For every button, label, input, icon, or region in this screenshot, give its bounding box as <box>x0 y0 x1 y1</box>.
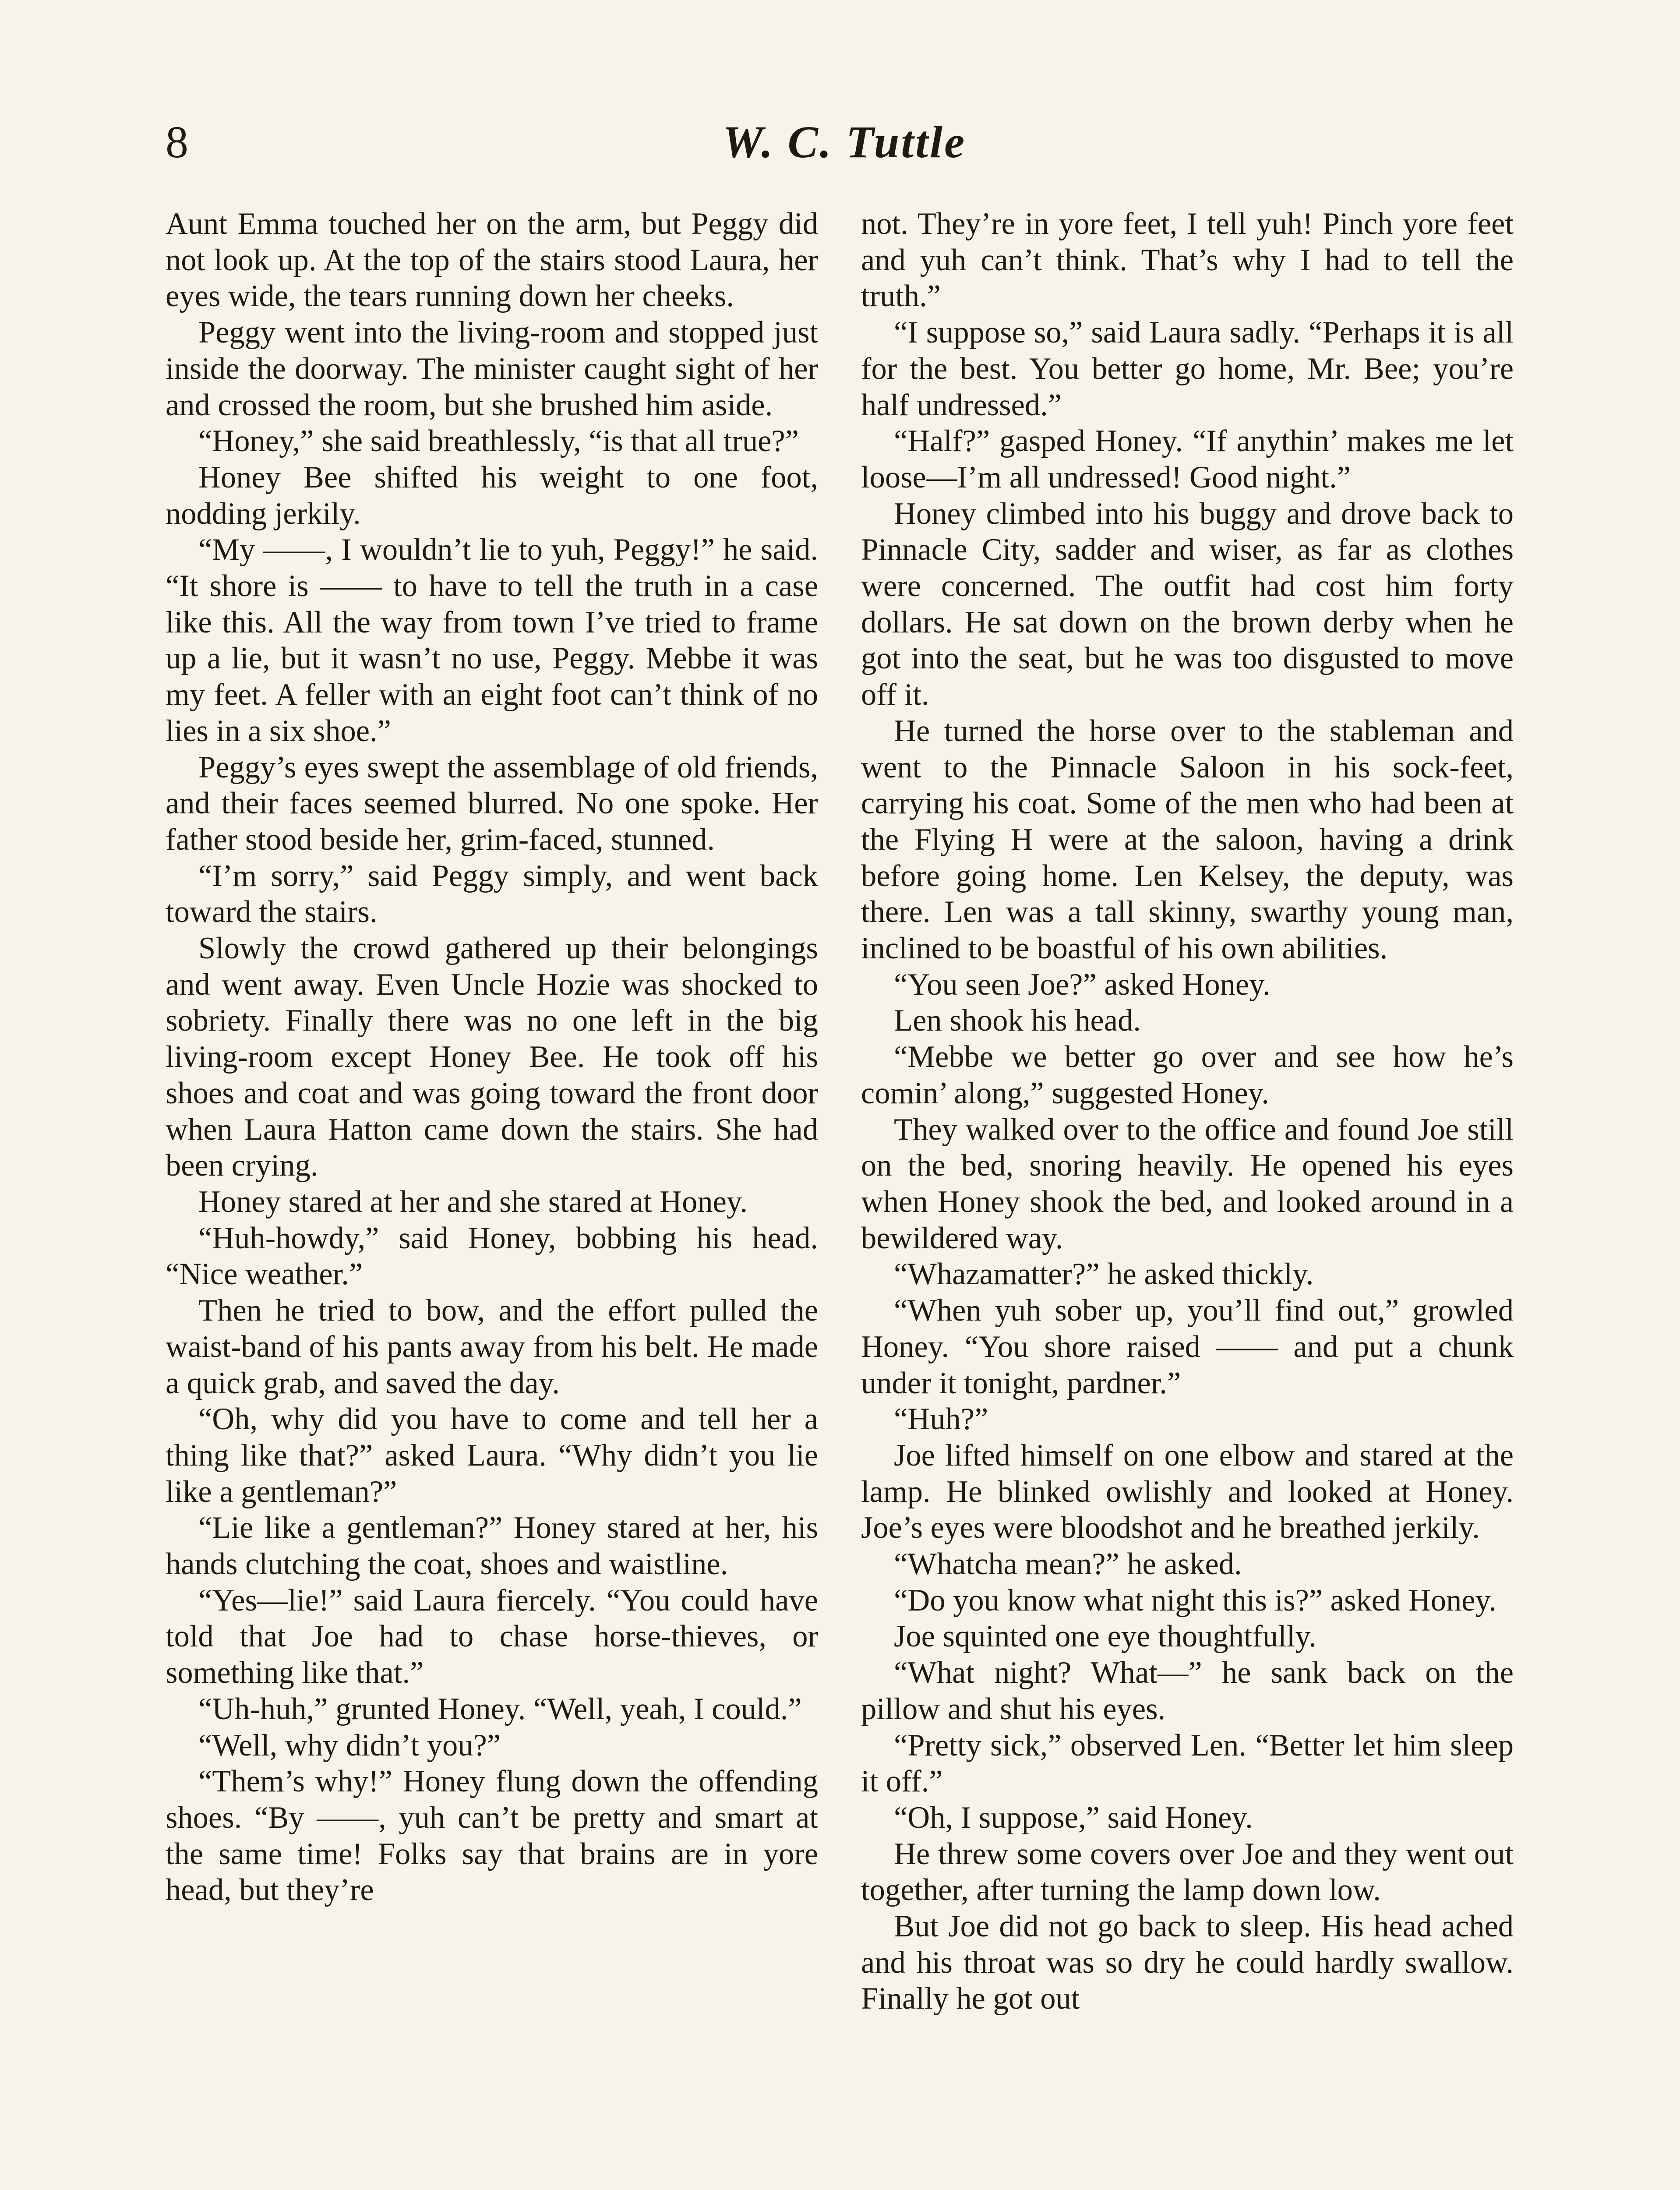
paragraph: Honey stared at her and she stared at Honey. <box>198 1184 748 1219</box>
paragraph: Peggy’s eyes swept the assemblage of old friends, and their faces seemed blurred. No one spoke. Her father stood beside her, grim-faced, stunned. <box>166 750 818 857</box>
paragraph: He threw some covers over Joe and they went out together, after turning the lamp down low. <box>861 1837 1514 1907</box>
paragraph: “Oh, why did you have to come and tell her a thing like that?” asked Laura. “Why didn’t you lie like a gentleman?” <box>166 1402 818 1509</box>
paragraph: “What night? What—” he sank back on the pillow and shut his eyes. <box>861 1656 1514 1726</box>
paragraph: “Huh-howdy,” said Honey, bobbing his head. “Nice weather.” <box>166 1221 818 1292</box>
paragraph: Joe lifted himself on one elbow and stared at the lamp. He blinked owlishly and looked at Honey. Joe’s eyes were bloodshot and he breathed jerkily. <box>861 1438 1514 1545</box>
paragraph: “Whatcha mean?” he asked. <box>894 1547 1242 1582</box>
paragraph: “Mebbe we better go over and see how he’s comin’ along,” suggested Honey. <box>861 1040 1514 1110</box>
paragraph: Peggy went into the living-room and stopped just inside the doorway. The minister caught sight of her and crossed the room, but she brushed him aside. <box>166 315 818 422</box>
paragraph: Joe squinted one eye thoughtfully. <box>894 1619 1316 1654</box>
paragraph: “You seen Joe?” asked Honey. <box>894 967 1271 1002</box>
paragraph: They walked over to the office and found Joe still on the bed, snoring heavily. He opened his eyes when Honey shook the bed, and looked around in a bewildered way. <box>861 1112 1514 1255</box>
paragraph: “Oh, I suppose,” said Honey. <box>894 1800 1253 1835</box>
right-text-column <box>861 206 1514 2017</box>
paragraph: “Huh?” <box>894 1402 988 1437</box>
paragraph: Then he tried to bow, and the effort pulled the waist-band of his pants away from his belt. He made a quick grab, and saved the day. <box>166 1293 818 1400</box>
paragraph: not. They’re in yore feet, I tell yuh! Pinch yore feet and yuh can’t think. That’s why I had to tell the truth.” <box>861 207 1514 314</box>
paragraph: “When yuh sober up, you’ll find out,” growled Honey. “You shore raised —— and put a chunk under it tonight, pardner.” <box>861 1293 1514 1400</box>
running-head-author: W. C. Tuttle <box>722 117 967 167</box>
paragraph: “I’m sorry,” said Peggy simply, and went back toward the stairs. <box>166 858 818 929</box>
page-header <box>166 110 1523 175</box>
paragraph: Aunt Emma touched her on the arm, but Peggy did not look up. At the top of the stairs stood Laura, her eyes wide, the tears running down her cheeks. <box>166 207 818 314</box>
paragraph: “Uh-huh,” grunted Honey. “Well, yeah, I could.” <box>198 1692 802 1726</box>
paragraph: “Lie like a gentleman?” Honey stared at her, his hands clutching the coat, shoes and waistline. <box>166 1511 818 1582</box>
paragraph: “Yes—lie!” said Laura fiercely. “You could have told that Joe had to chase horse-thieves, or something like that.” <box>166 1583 818 1690</box>
page-number: 8 <box>166 117 188 167</box>
paragraph: “Honey,” she said breathlessly, “is that all true?” <box>198 424 799 459</box>
paragraph: Honey Bee shifted his weight to one foot, nodding jerkily. <box>166 460 818 531</box>
left-text-column <box>166 206 818 1908</box>
paragraph: “Pretty sick,” observed Len. “Better let him sleep it off.” <box>861 1728 1514 1799</box>
paragraph: He turned the horse over to the stableman and went to the Pinnacle Saloon in his sock-feet, carrying his coat. Some of the men who had been at the Flying H were at the saloon, having a drink before going home. Len Kelsey, the deputy, was there. Len was a tall skinny, swarthy young man, inclined to be boastful of his own abilities. <box>861 714 1514 966</box>
paragraph: “Whazamatter?” he asked thickly. <box>894 1257 1314 1292</box>
paragraph: “I suppose so,” said Laura sadly. “Perhaps it is all for the best. You better go home, Mr. Bee; you’re half undressed.” <box>861 315 1514 422</box>
paragraph: “Them’s why!” Honey flung down the offending shoes. “By ——, yuh can’t be pretty and smart at the same time! Folks say that brains are in yore head, but they’re <box>166 1764 818 1907</box>
paragraph: “Well, why didn’t you?” <box>198 1728 501 1763</box>
paragraph: But Joe did not go back to sleep. His head ached and his throat was so dry he could hardly swallow. Finally he got out <box>861 1909 1514 2016</box>
paragraph: Slowly the crowd gathered up their belongings and went away. Even Uncle Hozie was shocked to sobriety. Finally there was no one left in the big living-room except Honey Bee. He took off his shoes and coat and was going toward the front door when Laura Hatton came down the stairs. She had been crying. <box>166 931 818 1183</box>
paragraph: “Do you know what night this is?” asked Honey. <box>894 1583 1496 1618</box>
paragraph: Len shook his head. <box>894 1003 1141 1038</box>
paragraph: Honey climbed into his buggy and drove back to Pinnacle City, sadder and wiser, as far as clothes were concerned. The outfit had cost him forty dollars. He sat down on the brown derby when he got into the seat, but he was too disgusted to move off it. <box>861 496 1514 712</box>
paragraph: “My ——, I wouldn’t lie to yuh, Peggy!” he said. “It shore is —— to have to tell the truth in a case like this. All the way from town I’ve tried to frame up a lie, but it wasn’t no use, Peggy. Mebbe it was my feet. A feller with an eight foot can’t think of no lies in a six shoe.” <box>166 533 818 748</box>
paragraph: “Half?” gasped Honey. “If anythin’ makes me let loose—I’m all undressed! Good night.” <box>861 424 1514 495</box>
